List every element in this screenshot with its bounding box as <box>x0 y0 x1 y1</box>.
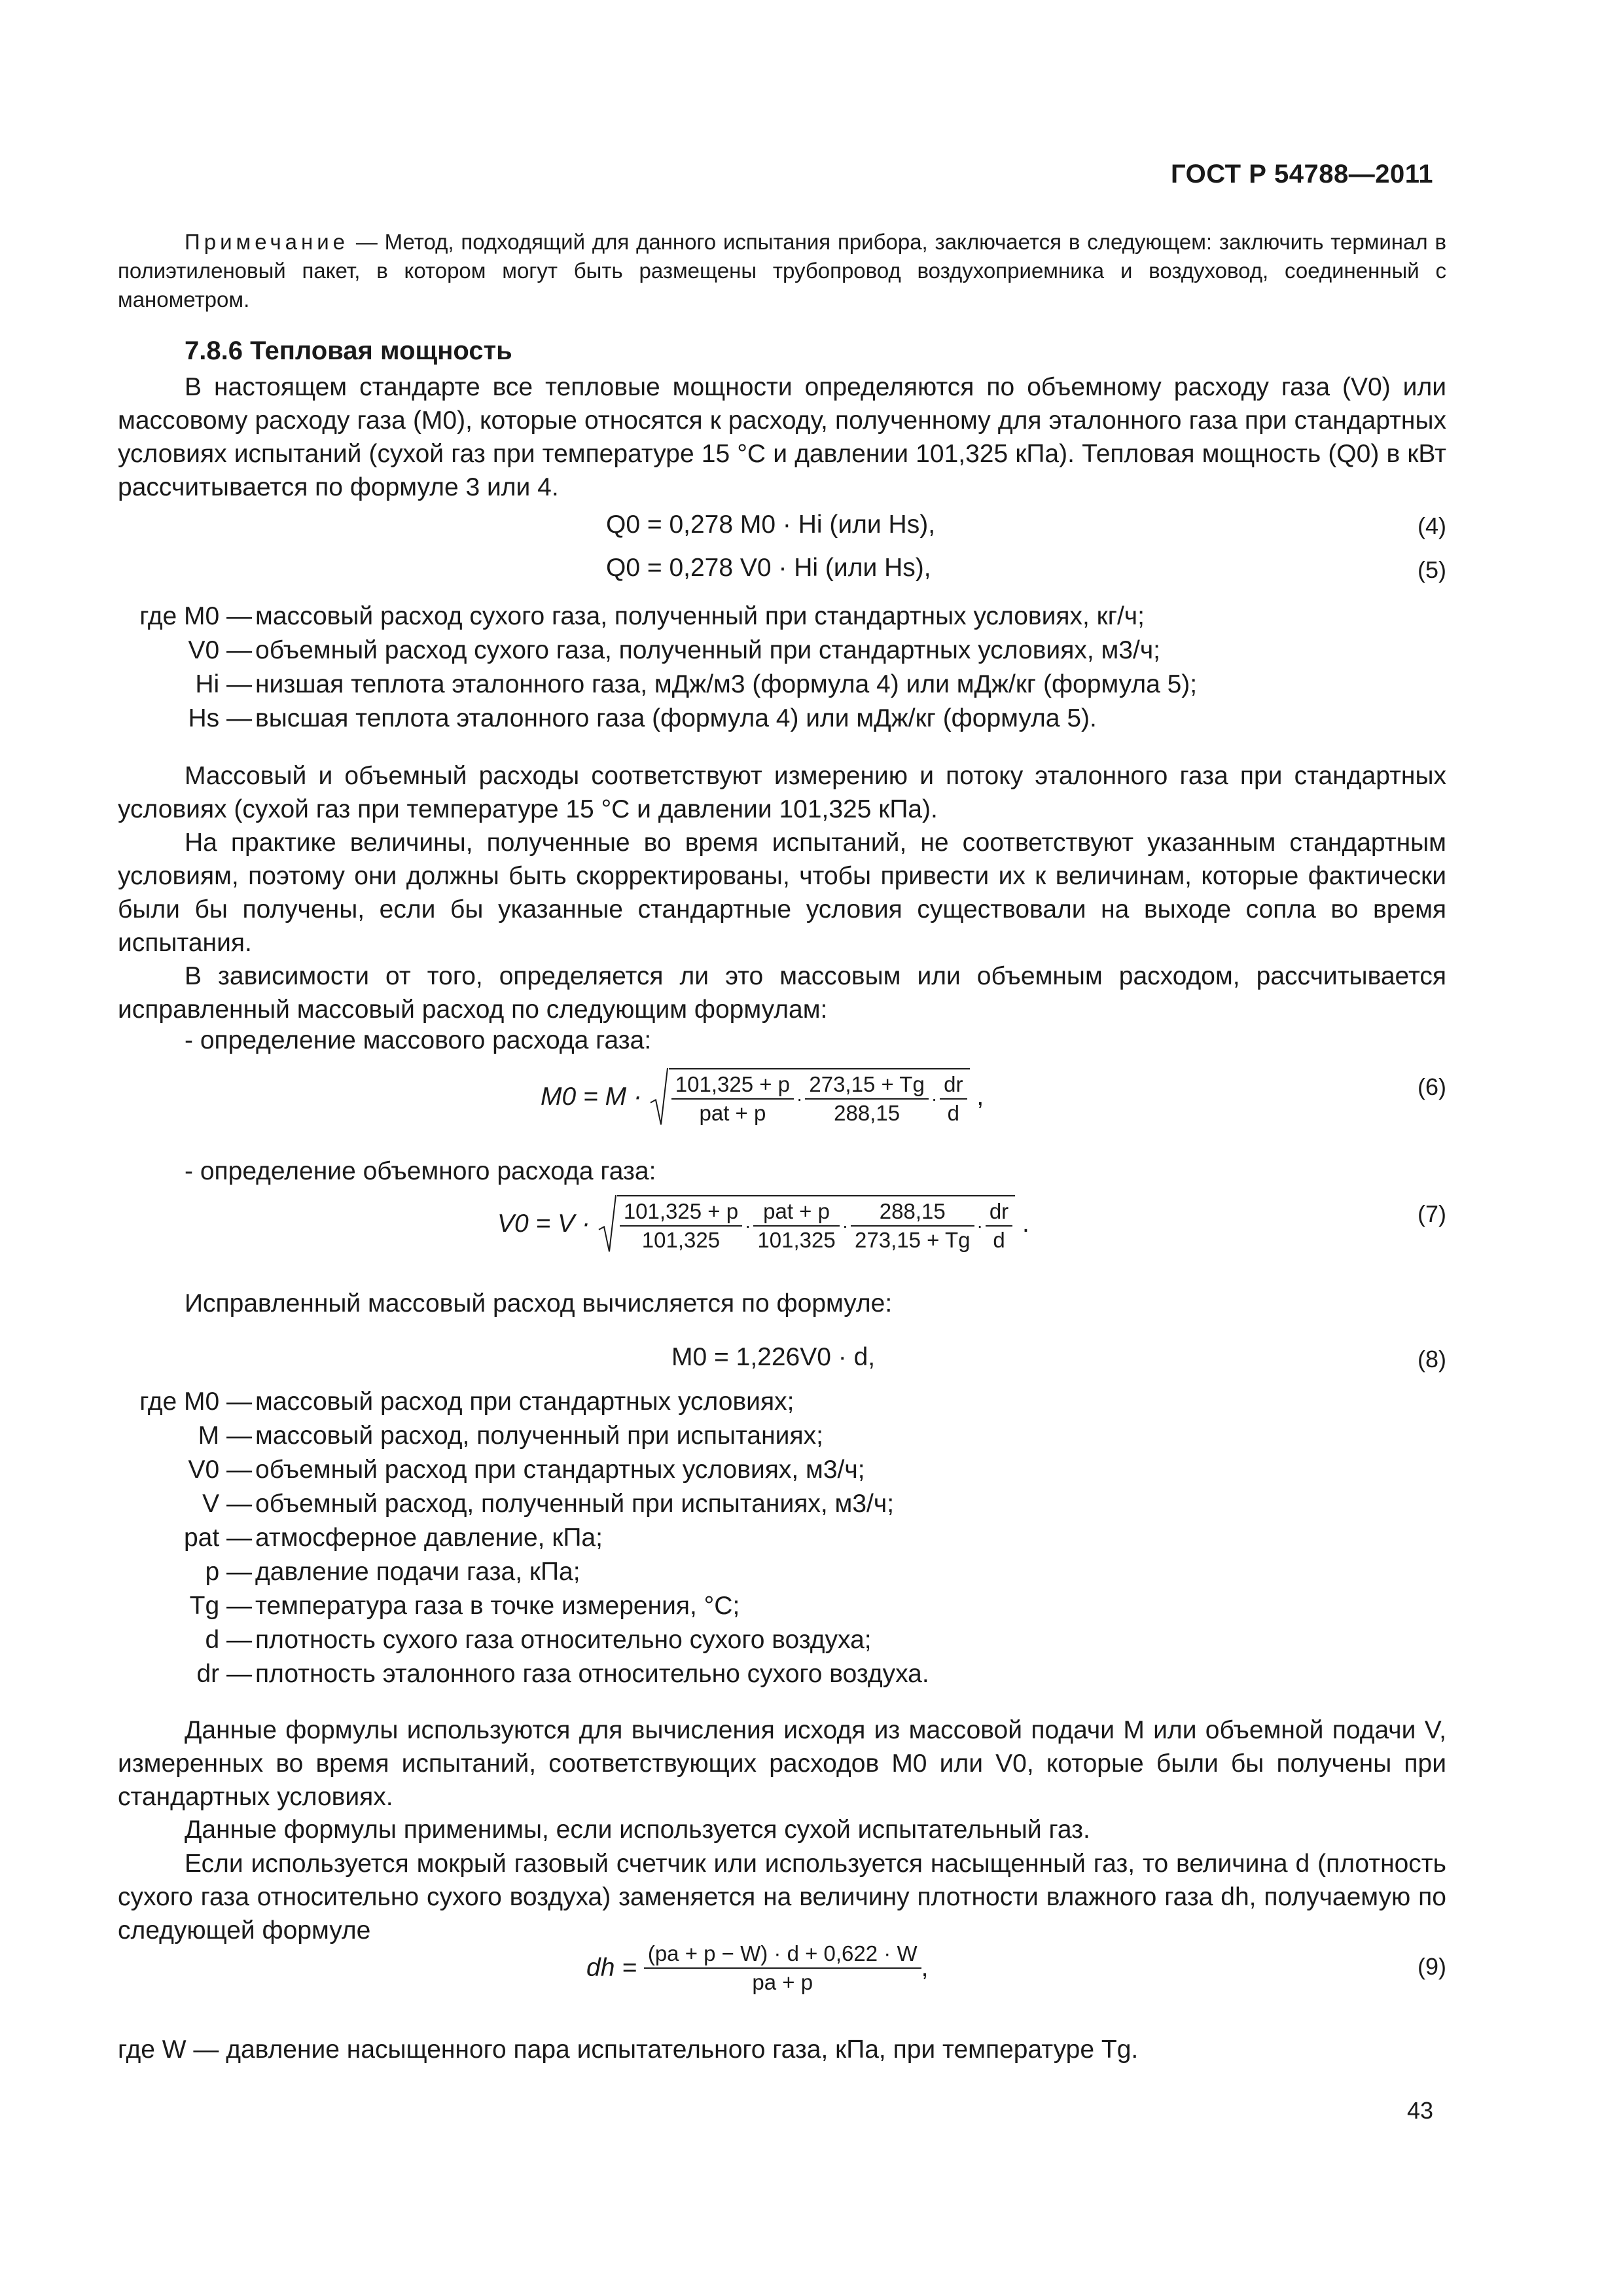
paragraph-correction: На практике величины, полученные во время испытаний, не соответствуют указанным стандартным условиям, поэтому они должны быть скорректированы, чтобы привести их к величинам, которые фактически были бы получены, если бы указанные стандартные условия существовали на выходе сопла во время испытания. <box>118 829 1446 957</box>
definition-term: V0 — <box>188 636 252 664</box>
equation-6 <box>541 1068 984 1126</box>
final-definition: где W — давление насыщенного пара испытательного газа, кПа, при температуре Tg. <box>118 2036 1139 2064</box>
definition-desc: высшая теплота эталонного газа (формула 4) или мДж/кг (формула 5). <box>255 704 1097 732</box>
definition-term: Hs — <box>188 704 252 732</box>
radical-sign-icon <box>649 1068 669 1126</box>
equation-6-lhs: M0 = M · <box>541 1083 642 1111</box>
definition-desc: атмосферное давление, кПа; <box>255 1524 603 1552</box>
fraction: $\frac{101,325 + p}{\text{pat + p}}$ <box>671 1072 794 1126</box>
fraction: $\frac{dr}{d}$ <box>986 1199 1012 1253</box>
equation-4: Q0 = 0,278 M0 · Hi (или Hs), <box>606 511 936 539</box>
square-root: $\frac{101,325 + p}{101,325}$ · $\frac{\text{pat + p}}{101,325}$ · $\frac{288,15}{273,15 + Tg}$ · $\frac{dr}{d}$ <box>597 1195 1015 1253</box>
definition-desc: низшая теплота эталонного газа, мДж/м3 (формула 4) или мДж/кг (формула 5); <box>255 670 1198 698</box>
definition-desc: давление подачи газа, кПа; <box>255 1558 580 1586</box>
equation-5: Q0 = 0,278 V0 · Hi (или Hs), <box>606 554 931 582</box>
definition-desc: температура газа в точке измерения, °С; <box>255 1592 740 1620</box>
definition-desc: объемный расход, полученный при испытаниях, м3/ч; <box>255 1490 895 1518</box>
definition-desc: объемный расход сухого газа, полученный при стандартных условиях, м3/ч; <box>255 636 1160 664</box>
definition-row <box>0 1490 1623 1522</box>
definition-desc: плотность эталонного газа относительно сухого воздуха. <box>255 1660 929 1688</box>
equation-7-number: (7) <box>1418 1200 1446 1227</box>
definition-row <box>0 1558 1623 1590</box>
document-header: ГОСТ Р 54788—2011 <box>1171 160 1433 188</box>
note-paragraph <box>118 228 1446 314</box>
paragraph-wet-gas: Если используется мокрый газовый счетчик или используется насыщенный газ, то величина d (плотность сухого газа относительно сухого воздуха) заменяется на величину плотности влажного газа dh, получаемую по следующей формуле <box>118 1850 1446 1945</box>
definition-row <box>0 1388 1623 1420</box>
definition-term: V0 — <box>188 1456 252 1484</box>
equation-6-number: (6) <box>1418 1073 1446 1100</box>
note-label: Примечание <box>185 230 349 254</box>
equation-8-number: (8) <box>1418 1346 1446 1372</box>
paragraph-dry-gas: Данные формулы применимы, если используется сухой испытательный газ. <box>185 1816 1090 1844</box>
definition-term: d — <box>205 1626 252 1654</box>
radical-sign-icon <box>597 1195 617 1253</box>
section-heading: 7.8.6 Тепловая мощность <box>185 336 512 365</box>
definition-desc: плотность сухого газа относительно сухого воздуха; <box>255 1626 872 1654</box>
definition-row <box>0 636 1623 669</box>
equation-5-number: (5) <box>1418 556 1446 583</box>
definition-term: M — <box>198 1422 252 1450</box>
equation-7-tail: . <box>1022 1210 1029 1238</box>
bullet-volume-flow: - определение объемного расхода газа: <box>185 1157 656 1185</box>
definition-term: pat — <box>183 1524 252 1552</box>
definition-row <box>0 1422 1623 1454</box>
fraction: $\frac{\text{pat + p}}{101,325}$ <box>753 1199 839 1253</box>
paragraph-corrected-mass: Исправленный массовый расход вычисляется по формуле: <box>185 1289 893 1318</box>
fraction: $\frac{101,325 + p}{101,325}$ <box>620 1199 742 1253</box>
definition-row <box>0 602 1623 635</box>
paragraph-formula-usage: Данные формулы используются для вычисления исходя из массовой подачи M или объемной подачи V, измеренных во время испытаний, соответствующих расходов M0 или V0, которые были бы получены при стандартных условиях. <box>118 1716 1446 1811</box>
definition-term: где M0 — <box>139 1388 252 1416</box>
bullet-mass-flow: - определение массового расхода газа: <box>185 1026 652 1054</box>
definition-desc: объемный расход при стандартных условиях, м3/ч; <box>255 1456 865 1484</box>
equation-9-tail: , <box>921 1954 929 1982</box>
definition-row <box>0 1456 1623 1488</box>
paragraph-intro: В настоящем стандарте все тепловые мощности определяются по объемному расходу газа (V0) или массовому расходу газа (M0), которые относятся к расходу, полученному для эталонного газа при стандартных условиях испытаний (сухой газ при температуре 15 °C и давлении 101,325 кПа). Тепловая мощность (Q0) в кВт рассчитывается по формуле 3 или 4. <box>118 373 1446 501</box>
definition-desc: массовый расход сухого газа, полученный при стандартных условиях, кг/ч; <box>255 602 1145 630</box>
equation-6-tail: , <box>976 1083 984 1111</box>
definition-row <box>0 670 1623 703</box>
definition-term: V — <box>202 1490 252 1518</box>
definition-row <box>0 1626 1623 1659</box>
note-text: — Метод, подходящий для данного испытания прибора, заключается в следующем: заключить терминал в полиэтиленовый пакет, в котором могут быть размещены трубопровод воздухоприемника и воздуховод, соединенный с манометром. <box>118 230 1446 312</box>
page-number: 43 <box>1406 2097 1433 2124</box>
equation-7 <box>497 1195 1029 1253</box>
paragraph-standard-conditions: Массовый и объемный расходы соответствуют измерению и потоку эталонного газа при стандартных условиях (сухой газ при температуре 15 °C и давлении 101,325 кПа). <box>118 762 1446 823</box>
equation-9-number: (9) <box>1418 1953 1446 1980</box>
definition-term: Hi — <box>195 670 252 698</box>
fraction: $\frac{288,15}{273,15 + Tg}$ <box>851 1199 974 1253</box>
equation-8: M0 = 1,226V0 · d, <box>671 1343 876 1371</box>
definition-term: Tg — <box>189 1592 252 1620</box>
equation-7-lhs: V0 = V · <box>497 1210 590 1238</box>
definition-desc: массовый расход при стандартных условиях; <box>255 1388 794 1416</box>
fraction: $\frac{(pa + p - W) \cdot d + 0,622 \cdot W}{pa + p}$ <box>644 1941 921 1995</box>
definition-row <box>0 704 1623 737</box>
equation-9-lhs: dh = <box>586 1954 637 1982</box>
definition-desc: массовый расход, полученный при испытаниях; <box>255 1422 823 1450</box>
equation-9 <box>586 1941 928 1995</box>
square-root: $\frac{101,325 + p}{\text{pat + p}}$ · $\frac{273,15 + Tg}{288,15}$ · $\frac{dr}{d}$ <box>649 1068 970 1126</box>
definition-term: где M0 — <box>139 602 252 630</box>
fraction: $\frac{dr}{d}$ <box>940 1072 967 1126</box>
definition-row <box>0 1524 1623 1556</box>
definition-term: p — <box>205 1558 252 1586</box>
definition-term: dr — <box>196 1660 252 1688</box>
definition-row <box>0 1592 1623 1624</box>
paragraph-dependence: В зависимости от того, определяется ли это массовым или объемным расходом, рассчитывается исправленный массовый расход по следующим формулам: <box>118 962 1446 1024</box>
definition-row <box>0 1660 1623 1693</box>
equation-4-number: (4) <box>1418 512 1446 539</box>
fraction: $\frac{273,15 + Tg}{288,15}$ <box>805 1072 928 1126</box>
